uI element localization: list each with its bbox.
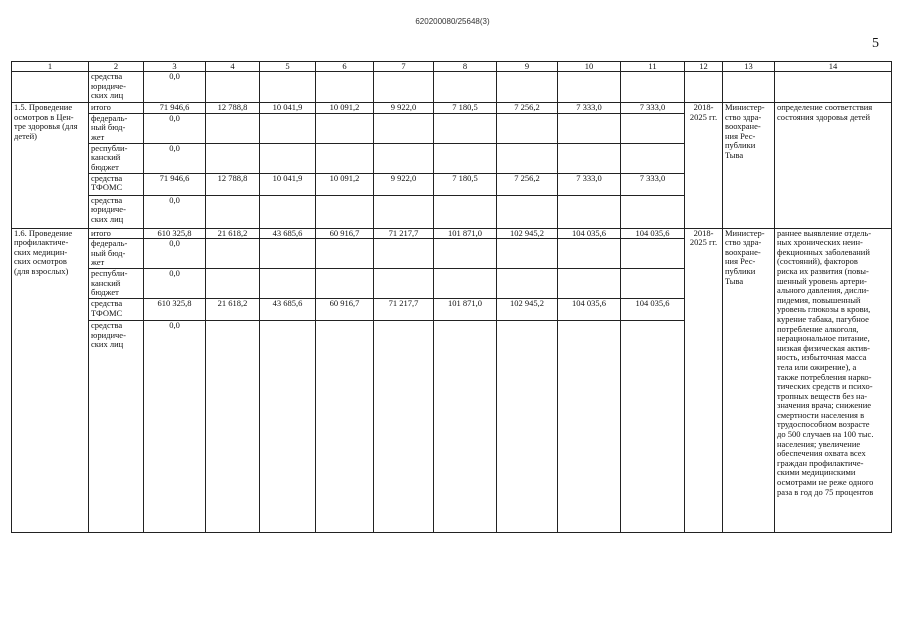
executor-line: воохране- bbox=[725, 121, 761, 132]
executor-line: воохране- bbox=[725, 246, 761, 257]
empty-cell bbox=[206, 195, 260, 228]
empty-cell bbox=[497, 239, 558, 269]
measure-name-line: тре здоровья (для bbox=[14, 121, 78, 132]
value-cell: 12 788,8 bbox=[206, 173, 260, 195]
empty-cell bbox=[497, 269, 558, 299]
empty-cell bbox=[621, 269, 685, 299]
funding-source-line: юридиче- bbox=[91, 329, 126, 340]
result-line: ных хронических неин- bbox=[777, 237, 863, 248]
result-cell bbox=[775, 228, 892, 533]
column-header: 10 bbox=[558, 62, 621, 72]
result-line: значения врача; снижение bbox=[777, 400, 872, 411]
column-header: 7 bbox=[374, 62, 434, 72]
funding-source-line: бюджет bbox=[91, 161, 119, 172]
funding-source-cell bbox=[89, 72, 144, 103]
page-number: 5 bbox=[872, 36, 879, 51]
funding-source-line: бюджет bbox=[91, 287, 119, 298]
result-line: (состояний), факторов bbox=[777, 256, 858, 267]
result-line: граждан профилактиче- bbox=[777, 457, 864, 468]
value-cell: 0,0 bbox=[144, 113, 206, 143]
result-line: раза в год до 75 процентов bbox=[777, 486, 874, 497]
empty-cell bbox=[260, 195, 316, 228]
executor-line: публики bbox=[725, 265, 756, 276]
value-cell: 60 916,7 bbox=[316, 228, 374, 239]
result-line: трудоспособном возрасте bbox=[777, 419, 870, 430]
value-cell: 43 685,6 bbox=[260, 299, 316, 321]
funding-source-line: ТФОМС bbox=[91, 182, 123, 193]
funding-source-line: средства bbox=[91, 298, 123, 309]
empty-cell bbox=[621, 113, 685, 143]
value-cell: 7 256,2 bbox=[497, 103, 558, 114]
funding-source-line: канский bbox=[91, 152, 121, 163]
empty-cell bbox=[374, 195, 434, 228]
result-line: тических средств и психо- bbox=[777, 381, 873, 392]
result-line: скими медицинскими bbox=[777, 467, 856, 478]
period-line: 2025 гг. bbox=[689, 111, 718, 122]
result-line: до 500 случаев на 100 тыс. bbox=[777, 429, 874, 440]
result-line: состояния здоровья детей bbox=[777, 111, 871, 122]
funding-source-line: итого bbox=[91, 102, 111, 112]
funding-source-line: средства bbox=[91, 71, 123, 81]
value-cell: 60 916,7 bbox=[316, 299, 374, 321]
funding-source-line: ный бюд- bbox=[91, 122, 126, 133]
empty-cell bbox=[685, 72, 723, 103]
value-cell: 7 333,0 bbox=[621, 103, 685, 114]
column-header: 8 bbox=[434, 62, 497, 72]
measure-name-line: 1.6. Проведение bbox=[14, 228, 73, 238]
value-cell: 10 041,9 bbox=[260, 173, 316, 195]
funding-source-line: итого bbox=[91, 228, 111, 238]
funding-source-cell bbox=[89, 269, 144, 299]
empty-cell bbox=[621, 195, 685, 228]
table-row bbox=[12, 103, 892, 114]
result-line: ность, избыточная масса bbox=[777, 352, 867, 363]
empty-cell bbox=[497, 195, 558, 228]
executor-cell bbox=[723, 103, 775, 229]
result-line: ального давления, дисли- bbox=[777, 285, 869, 296]
result-line: курение табака, пагубное bbox=[777, 313, 869, 324]
empty-cell bbox=[621, 72, 685, 103]
empty-cell bbox=[497, 143, 558, 173]
value-cell: 610 325,8 bbox=[144, 228, 206, 239]
result-line: обеспечения охвата всех bbox=[777, 448, 866, 459]
measure-name-line: ских медицин- bbox=[14, 246, 68, 257]
column-header: 4 bbox=[206, 62, 260, 72]
result-line: смертности населения в bbox=[777, 409, 865, 420]
measure-name-line: детей) bbox=[14, 130, 37, 141]
document-id: 620200080/25648(3) bbox=[415, 17, 490, 26]
empty-cell bbox=[497, 321, 558, 533]
empty-cell bbox=[374, 239, 434, 269]
column-header: 13 bbox=[723, 62, 775, 72]
value-cell: 104 035,6 bbox=[558, 299, 621, 321]
result-line: низкая физическая актив- bbox=[777, 342, 870, 353]
column-header: 11 bbox=[621, 62, 685, 72]
empty-cell bbox=[558, 143, 621, 173]
result-line: осмотрами не реже одного bbox=[777, 477, 874, 488]
measure-name-line: профилактиче- bbox=[14, 237, 69, 248]
value-cell: 0,0 bbox=[144, 269, 206, 299]
measure-name-line: осмотров в Цен- bbox=[14, 111, 74, 122]
funding-source-line: юридиче- bbox=[91, 204, 126, 215]
funding-source-cell bbox=[89, 173, 144, 195]
funding-source-cell bbox=[89, 143, 144, 173]
funding-source-line: средства bbox=[91, 320, 123, 331]
funding-source-cell bbox=[89, 103, 144, 114]
executor-line: Тыва bbox=[725, 149, 744, 160]
empty-cell bbox=[434, 195, 497, 228]
funding-source-cell bbox=[89, 195, 144, 228]
value-cell: 9 922,0 bbox=[374, 173, 434, 195]
program-table bbox=[11, 61, 892, 533]
executor-line: ство здра- bbox=[725, 237, 762, 248]
value-cell: 7 180,5 bbox=[434, 173, 497, 195]
value-cell: 101 871,0 bbox=[434, 228, 497, 239]
empty-cell bbox=[558, 269, 621, 299]
empty-cell bbox=[374, 143, 434, 173]
funding-source-line: федераль- bbox=[91, 113, 128, 123]
column-header: 6 bbox=[316, 62, 374, 72]
empty-cell bbox=[374, 113, 434, 143]
result-line: нерациональное питание, bbox=[777, 333, 870, 344]
value-cell: 10 041,9 bbox=[260, 103, 316, 114]
value-cell: 21 618,2 bbox=[206, 299, 260, 321]
empty-cell bbox=[260, 321, 316, 533]
column-header: 1 bbox=[12, 62, 89, 72]
empty-cell bbox=[775, 72, 892, 103]
result-line: также потребления нарко- bbox=[777, 371, 872, 382]
empty-cell bbox=[206, 321, 260, 533]
result-line: фекционных заболеваний bbox=[777, 246, 870, 257]
empty-cell bbox=[558, 195, 621, 228]
value-cell: 71 217,7 bbox=[374, 228, 434, 239]
empty-cell bbox=[12, 72, 89, 103]
value-cell: 9 922,0 bbox=[374, 103, 434, 114]
result-line: населения; увеличение bbox=[777, 438, 861, 449]
empty-cell bbox=[434, 321, 497, 533]
measure-name-line: (для взрослых) bbox=[14, 265, 69, 276]
empty-cell bbox=[260, 143, 316, 173]
funding-source-line: юридиче- bbox=[91, 80, 126, 91]
funding-source-line: жет bbox=[91, 257, 105, 268]
column-header: 12 bbox=[685, 62, 723, 72]
result-cell bbox=[775, 103, 892, 229]
executor-line: Тыва bbox=[725, 275, 744, 286]
value-cell: 43 685,6 bbox=[260, 228, 316, 239]
empty-cell bbox=[206, 143, 260, 173]
empty-cell bbox=[497, 72, 558, 103]
empty-cell bbox=[316, 269, 374, 299]
funding-source-cell bbox=[89, 299, 144, 321]
value-cell: 102 945,2 bbox=[497, 299, 558, 321]
value-cell: 71 946,6 bbox=[144, 103, 206, 114]
period-cell bbox=[685, 103, 723, 229]
result-line: пидемия, повышенный bbox=[777, 294, 861, 305]
funding-source-line: ских лиц bbox=[91, 339, 124, 350]
result-line: уровень глюкозы в крови, bbox=[777, 304, 871, 315]
funding-source-cell bbox=[89, 113, 144, 143]
empty-cell bbox=[206, 239, 260, 269]
value-cell: 7 180,5 bbox=[434, 103, 497, 114]
period-line: 2018- bbox=[693, 228, 714, 238]
measure-name-line: ских осмотров bbox=[14, 256, 67, 267]
empty-cell bbox=[260, 72, 316, 103]
empty-cell bbox=[558, 113, 621, 143]
measure-name-cell bbox=[12, 228, 89, 533]
funding-source-line: федераль- bbox=[91, 238, 128, 249]
funding-source-line: республи- bbox=[91, 143, 128, 153]
funding-source-line: республи- bbox=[91, 268, 128, 279]
period-cell bbox=[685, 228, 723, 533]
empty-cell bbox=[621, 239, 685, 269]
empty-cell bbox=[434, 143, 497, 173]
value-cell: 12 788,8 bbox=[206, 103, 260, 114]
funding-source-line: канский bbox=[91, 277, 121, 288]
empty-cell bbox=[434, 269, 497, 299]
funding-source-cell bbox=[89, 228, 144, 239]
value-cell: 21 618,2 bbox=[206, 228, 260, 239]
value-cell: 10 091,2 bbox=[316, 103, 374, 114]
empty-cell bbox=[434, 113, 497, 143]
value-cell: 0,0 bbox=[144, 321, 206, 533]
empty-cell bbox=[316, 143, 374, 173]
empty-cell bbox=[316, 113, 374, 143]
executor-line: Министер- bbox=[725, 102, 765, 112]
column-header: 14 bbox=[775, 62, 892, 72]
empty-cell bbox=[260, 113, 316, 143]
empty-cell bbox=[374, 72, 434, 103]
measure-name-cell bbox=[12, 103, 89, 229]
empty-cell bbox=[621, 321, 685, 533]
empty-cell bbox=[558, 72, 621, 103]
empty-cell bbox=[260, 239, 316, 269]
funding-source-line: ских лиц bbox=[91, 213, 124, 224]
executor-line: публики bbox=[725, 140, 756, 151]
empty-cell bbox=[497, 113, 558, 143]
funding-source-cell bbox=[89, 321, 144, 533]
empty-cell bbox=[374, 321, 434, 533]
column-header: 2 bbox=[89, 62, 144, 72]
result-line: раннее выявление отдель- bbox=[777, 228, 872, 238]
result-line: потребление алкоголя, bbox=[777, 323, 859, 334]
empty-cell bbox=[316, 72, 374, 103]
value-cell: 0,0 bbox=[144, 72, 206, 103]
value-cell: 0,0 bbox=[144, 143, 206, 173]
executor-cell bbox=[723, 228, 775, 533]
value-cell: 0,0 bbox=[144, 195, 206, 228]
funding-source-line: ТФОМС bbox=[91, 307, 123, 318]
result-line: шенный уровень артери- bbox=[777, 275, 867, 286]
empty-cell bbox=[558, 321, 621, 533]
executor-line: ния Рес- bbox=[725, 130, 756, 141]
empty-cell bbox=[374, 269, 434, 299]
funding-source-line: жет bbox=[91, 131, 105, 142]
empty-cell bbox=[206, 269, 260, 299]
empty-cell bbox=[316, 195, 374, 228]
value-cell: 104 035,6 bbox=[621, 299, 685, 321]
empty-cell bbox=[316, 321, 374, 533]
result-line: тела или ожирение), а bbox=[777, 361, 857, 372]
value-cell: 610 325,8 bbox=[144, 299, 206, 321]
value-cell: 104 035,6 bbox=[621, 228, 685, 239]
result-line: тропных веществ без на- bbox=[777, 390, 868, 401]
empty-cell bbox=[206, 113, 260, 143]
empty-cell bbox=[316, 239, 374, 269]
period-line: 2018- bbox=[693, 102, 714, 112]
value-cell: 10 091,2 bbox=[316, 173, 374, 195]
value-cell: 7 333,0 bbox=[621, 173, 685, 195]
value-cell: 7 256,2 bbox=[497, 173, 558, 195]
executor-line: ство здра- bbox=[725, 111, 762, 122]
funding-source-cell bbox=[89, 239, 144, 269]
empty-cell bbox=[723, 72, 775, 103]
value-cell: 104 035,6 bbox=[558, 228, 621, 239]
empty-cell bbox=[434, 72, 497, 103]
table-row bbox=[12, 228, 892, 239]
value-cell: 71 217,7 bbox=[374, 299, 434, 321]
measure-name-line: 1.5. Проведение bbox=[14, 102, 73, 112]
value-cell: 7 333,0 bbox=[558, 103, 621, 114]
executor-line: ния Рес- bbox=[725, 256, 756, 267]
empty-cell bbox=[558, 239, 621, 269]
empty-cell bbox=[206, 72, 260, 103]
empty-cell bbox=[621, 143, 685, 173]
value-cell: 0,0 bbox=[144, 239, 206, 269]
result-line: риска их развития (повы- bbox=[777, 265, 869, 276]
value-cell: 71 946,6 bbox=[144, 173, 206, 195]
column-header: 9 bbox=[497, 62, 558, 72]
empty-cell bbox=[260, 269, 316, 299]
funding-source-line: средства bbox=[91, 195, 123, 205]
column-header: 5 bbox=[260, 62, 316, 72]
value-cell: 101 871,0 bbox=[434, 299, 497, 321]
funding-source-line: ских лиц bbox=[91, 90, 124, 101]
funding-source-line: ный бюд- bbox=[91, 247, 126, 258]
empty-cell bbox=[434, 239, 497, 269]
value-cell: 7 333,0 bbox=[558, 173, 621, 195]
result-line: определение соответствия bbox=[777, 102, 873, 112]
column-header: 3 bbox=[144, 62, 206, 72]
executor-line: Министер- bbox=[725, 228, 765, 238]
funding-source-line: средства bbox=[91, 173, 123, 183]
value-cell: 102 945,2 bbox=[497, 228, 558, 239]
period-line: 2025 гг. bbox=[689, 237, 718, 248]
